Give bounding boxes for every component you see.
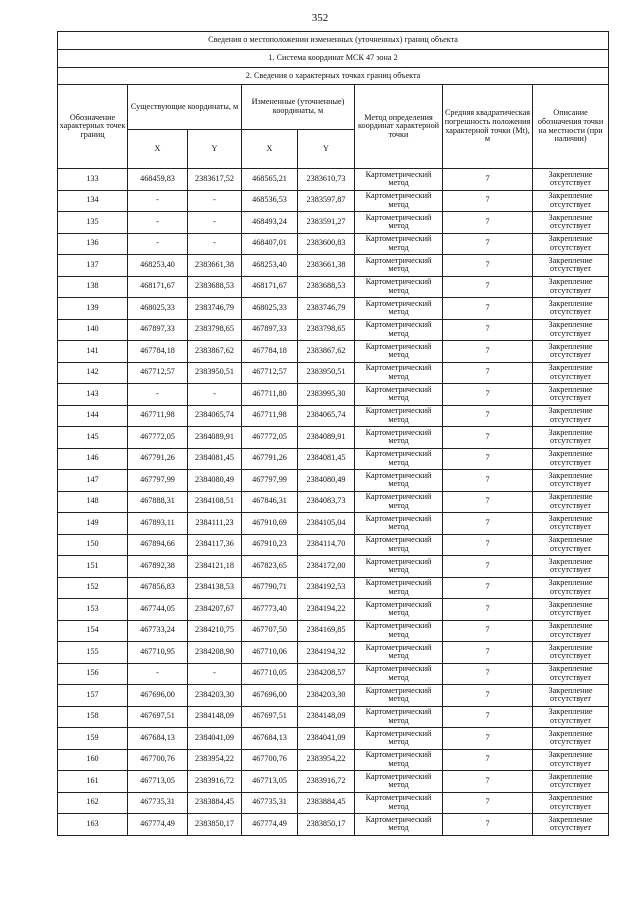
- description-cell: Закрепление отсутствует: [533, 663, 609, 685]
- method-cell: Картометрический метод: [355, 534, 443, 556]
- changed-x-cell: 467910,23: [242, 534, 298, 556]
- changed-x-cell: 467823,65: [242, 556, 298, 578]
- changed-y-cell: 2384192,53: [298, 577, 355, 599]
- error-cell: 7: [443, 620, 533, 642]
- description-cell: Закрепление отсутствует: [533, 255, 609, 277]
- point-number-cell: 145: [58, 427, 128, 449]
- description-cell: Закрепление отсутствует: [533, 556, 609, 578]
- existing-y-cell: -: [188, 384, 242, 406]
- point-number-cell: 157: [58, 685, 128, 707]
- changed-x-cell: 467707,50: [242, 620, 298, 642]
- existing-y-cell: 2383954,22: [188, 749, 242, 771]
- existing-y-cell: 2383867,62: [188, 341, 242, 363]
- table-row: [58, 814, 609, 836]
- existing-x-cell: 467893,11: [128, 513, 188, 535]
- error-cell: 7: [443, 298, 533, 320]
- changed-x-cell: 467696,00: [242, 685, 298, 707]
- existing-y-cell: 2383950,51: [188, 362, 242, 384]
- method-cell: Картометрический метод: [355, 298, 443, 320]
- error-cell: 7: [443, 513, 533, 535]
- error-cell: 7: [443, 534, 533, 556]
- method-cell: Картометрический метод: [355, 685, 443, 707]
- changed-x-cell: 468253,40: [242, 255, 298, 277]
- description-cell: Закрепление отсутствует: [533, 427, 609, 449]
- changed-x-cell: 467797,99: [242, 470, 298, 492]
- existing-x-cell: 467700,76: [128, 749, 188, 771]
- changed-y-cell: 2383597,87: [298, 190, 355, 212]
- description-cell: Закрепление отсутствует: [533, 706, 609, 728]
- changed-y-cell: 2384194,22: [298, 599, 355, 621]
- table-row: [58, 534, 609, 556]
- existing-x-cell: 467684,13: [128, 728, 188, 750]
- point-number-cell: 152: [58, 577, 128, 599]
- existing-x-cell: -: [128, 233, 188, 255]
- changed-x-cell: 467711,80: [242, 384, 298, 406]
- header-changed: Измененные (уточненные) координаты, м: [242, 85, 355, 130]
- changed-y-cell: 2383995,30: [298, 384, 355, 406]
- description-cell: Закрепление отсутствует: [533, 620, 609, 642]
- changed-x-cell: 467897,33: [242, 319, 298, 341]
- changed-y-cell: 2384114,70: [298, 534, 355, 556]
- existing-y-cell: 2383688,53: [188, 276, 242, 298]
- point-number-cell: 151: [58, 556, 128, 578]
- point-number-cell: 133: [58, 169, 128, 191]
- changed-y-cell: 2384089,91: [298, 427, 355, 449]
- existing-x-cell: 467733,24: [128, 620, 188, 642]
- changed-x-cell: 467846,31: [242, 491, 298, 513]
- point-number-cell: 154: [58, 620, 128, 642]
- changed-x-cell: 468025,33: [242, 298, 298, 320]
- existing-y-cell: -: [188, 233, 242, 255]
- header-designation: Обозначение характерных точек границ: [58, 85, 128, 169]
- existing-x-cell: 467894,66: [128, 534, 188, 556]
- changed-y-cell: 2383954,22: [298, 749, 355, 771]
- method-cell: Картометрический метод: [355, 706, 443, 728]
- changed-x-cell: 467710,06: [242, 642, 298, 664]
- point-number-cell: 141: [58, 341, 128, 363]
- existing-x-cell: 467772,05: [128, 427, 188, 449]
- error-cell: 7: [443, 663, 533, 685]
- description-cell: Закрепление отсутствует: [533, 448, 609, 470]
- existing-x-cell: 467897,33: [128, 319, 188, 341]
- description-cell: Закрепление отсутствует: [533, 513, 609, 535]
- description-cell: Закрепление отсутствует: [533, 534, 609, 556]
- error-cell: 7: [443, 771, 533, 793]
- description-cell: Закрепление отсутствует: [533, 405, 609, 427]
- error-cell: 7: [443, 814, 533, 836]
- coordinate-system: 1. Система координат МСК 47 зона 2: [58, 50, 609, 68]
- description-cell: Закрепление отсутствует: [533, 384, 609, 406]
- existing-y-cell: -: [188, 212, 242, 234]
- method-cell: Картометрический метод: [355, 405, 443, 427]
- existing-x-cell: 468171,67: [128, 276, 188, 298]
- point-number-cell: 147: [58, 470, 128, 492]
- table-row: [58, 405, 609, 427]
- changed-y-cell: 2383600,83: [298, 233, 355, 255]
- error-cell: 7: [443, 599, 533, 621]
- description-cell: Закрепление отсутствует: [533, 792, 609, 814]
- method-cell: Картометрический метод: [355, 384, 443, 406]
- method-cell: Картометрический метод: [355, 362, 443, 384]
- method-cell: Картометрический метод: [355, 792, 443, 814]
- existing-y-cell: 2383884,45: [188, 792, 242, 814]
- method-cell: Картометрический метод: [355, 599, 443, 621]
- point-number-cell: 139: [58, 298, 128, 320]
- error-cell: 7: [443, 728, 533, 750]
- table-row: [58, 577, 609, 599]
- existing-y-cell: 2384203,30: [188, 685, 242, 707]
- description-cell: Закрепление отсутствует: [533, 470, 609, 492]
- table-row: [58, 749, 609, 771]
- description-cell: Закрепление отсутствует: [533, 190, 609, 212]
- changed-y-cell: 2384148,09: [298, 706, 355, 728]
- existing-x-cell: 468459,83: [128, 169, 188, 191]
- point-number-cell: 136: [58, 233, 128, 255]
- method-cell: Картометрический метод: [355, 728, 443, 750]
- method-cell: Картометрический метод: [355, 341, 443, 363]
- description-cell: Закрепление отсутствует: [533, 276, 609, 298]
- table-row: [58, 341, 609, 363]
- existing-x-cell: 467713,05: [128, 771, 188, 793]
- changed-y-cell: 2384203,30: [298, 685, 355, 707]
- existing-x-cell: 467888,31: [128, 491, 188, 513]
- changed-x-cell: 467784,18: [242, 341, 298, 363]
- existing-y-cell: 2384117,36: [188, 534, 242, 556]
- method-cell: Картометрический метод: [355, 642, 443, 664]
- error-cell: 7: [443, 405, 533, 427]
- existing-x-cell: 467744,05: [128, 599, 188, 621]
- table-row: [58, 663, 609, 685]
- changed-x-cell: 467910,69: [242, 513, 298, 535]
- point-number-cell: 146: [58, 448, 128, 470]
- error-cell: 7: [443, 276, 533, 298]
- error-cell: 7: [443, 169, 533, 191]
- existing-x-cell: 467735,31: [128, 792, 188, 814]
- method-cell: Картометрический метод: [355, 233, 443, 255]
- changed-y-cell: 2384065,74: [298, 405, 355, 427]
- existing-x-cell: -: [128, 663, 188, 685]
- table-row: [58, 384, 609, 406]
- description-cell: Закрепление отсутствует: [533, 298, 609, 320]
- description-cell: Закрепление отсутствует: [533, 319, 609, 341]
- existing-y-cell: 2384041,09: [188, 728, 242, 750]
- point-number-cell: 155: [58, 642, 128, 664]
- existing-y-cell: 2383661,38: [188, 255, 242, 277]
- point-number-cell: 149: [58, 513, 128, 535]
- table-row: [58, 276, 609, 298]
- point-number-cell: 140: [58, 319, 128, 341]
- error-cell: 7: [443, 642, 533, 664]
- changed-y-cell: 2383798,65: [298, 319, 355, 341]
- changed-y-cell: 2384041,09: [298, 728, 355, 750]
- method-cell: Картометрический метод: [355, 448, 443, 470]
- table-row: [58, 728, 609, 750]
- table-row: [58, 169, 609, 191]
- method-cell: Картометрический метод: [355, 749, 443, 771]
- existing-x-cell: 467710,95: [128, 642, 188, 664]
- changed-x-cell: 468536,53: [242, 190, 298, 212]
- existing-y-cell: 2384121,18: [188, 556, 242, 578]
- table-row: [58, 620, 609, 642]
- existing-y-cell: 2384138,53: [188, 577, 242, 599]
- error-cell: 7: [443, 706, 533, 728]
- method-cell: Картометрический метод: [355, 319, 443, 341]
- changed-x-cell: 467735,31: [242, 792, 298, 814]
- changed-x-cell: 468171,67: [242, 276, 298, 298]
- changed-x-cell: 467774,49: [242, 814, 298, 836]
- existing-x-cell: 467712,57: [128, 362, 188, 384]
- existing-y-cell: 2383746,79: [188, 298, 242, 320]
- table-row: [58, 448, 609, 470]
- point-number-cell: 156: [58, 663, 128, 685]
- changed-y-cell: 2383950,51: [298, 362, 355, 384]
- changed-x-cell: 468407,01: [242, 233, 298, 255]
- changed-x-cell: 467711,98: [242, 405, 298, 427]
- existing-y-cell: -: [188, 663, 242, 685]
- existing-x-cell: 467774,49: [128, 814, 188, 836]
- error-cell: 7: [443, 212, 533, 234]
- header-existing-x: X: [128, 130, 188, 169]
- existing-y-cell: 2384111,23: [188, 513, 242, 535]
- changed-x-cell: 467710,05: [242, 663, 298, 685]
- error-cell: 7: [443, 470, 533, 492]
- existing-y-cell: 2383617,52: [188, 169, 242, 191]
- header-changed-x: X: [242, 130, 298, 169]
- changed-y-cell: 2384080,49: [298, 470, 355, 492]
- error-cell: 7: [443, 556, 533, 578]
- point-number-cell: 150: [58, 534, 128, 556]
- point-number-cell: 158: [58, 706, 128, 728]
- existing-x-cell: 467696,00: [128, 685, 188, 707]
- changed-y-cell: 2383884,45: [298, 792, 355, 814]
- changed-x-cell: 467697,51: [242, 706, 298, 728]
- existing-y-cell: 2383850,17: [188, 814, 242, 836]
- method-cell: Картометрический метод: [355, 427, 443, 449]
- changed-x-cell: 467773,40: [242, 599, 298, 621]
- point-number-cell: 138: [58, 276, 128, 298]
- existing-y-cell: -: [188, 190, 242, 212]
- method-cell: Картометрический метод: [355, 771, 443, 793]
- point-number-cell: 137: [58, 255, 128, 277]
- existing-y-cell: 2384207,67: [188, 599, 242, 621]
- changed-x-cell: 467684,13: [242, 728, 298, 750]
- changed-x-cell: 467700,76: [242, 749, 298, 771]
- point-number-cell: 142: [58, 362, 128, 384]
- changed-y-cell: 2383661,38: [298, 255, 355, 277]
- existing-x-cell: -: [128, 384, 188, 406]
- point-number-cell: 135: [58, 212, 128, 234]
- table-row: [58, 642, 609, 664]
- point-number-cell: 153: [58, 599, 128, 621]
- changed-y-cell: 2383746,79: [298, 298, 355, 320]
- existing-x-cell: 467784,18: [128, 341, 188, 363]
- description-cell: Закрепление отсутствует: [533, 491, 609, 513]
- header-method: Метод определения координат характерной точки: [355, 85, 443, 169]
- changed-x-cell: 467712,57: [242, 362, 298, 384]
- method-cell: Картометрический метод: [355, 814, 443, 836]
- table-row: [58, 212, 609, 234]
- existing-y-cell: 2384148,09: [188, 706, 242, 728]
- error-cell: 7: [443, 749, 533, 771]
- existing-y-cell: 2384208,90: [188, 642, 242, 664]
- existing-x-cell: 467892,38: [128, 556, 188, 578]
- table-row: [58, 513, 609, 535]
- changed-y-cell: 2384208,57: [298, 663, 355, 685]
- error-cell: 7: [443, 491, 533, 513]
- method-cell: Картометрический метод: [355, 513, 443, 535]
- changed-x-cell: 468493,24: [242, 212, 298, 234]
- changed-x-cell: 468565,21: [242, 169, 298, 191]
- method-cell: Картометрический метод: [355, 276, 443, 298]
- changed-y-cell: 2384105,04: [298, 513, 355, 535]
- existing-x-cell: 467856,83: [128, 577, 188, 599]
- existing-y-cell: 2384080,49: [188, 470, 242, 492]
- description-cell: Закрепление отсутствует: [533, 728, 609, 750]
- error-cell: 7: [443, 362, 533, 384]
- table-title: Сведения о местоположении измененных (уточненных) границ объекта: [58, 32, 609, 50]
- table-row: [58, 556, 609, 578]
- existing-y-cell: 2384081,45: [188, 448, 242, 470]
- changed-x-cell: 467713,05: [242, 771, 298, 793]
- table-row: [58, 298, 609, 320]
- description-cell: Закрепление отсутствует: [533, 599, 609, 621]
- existing-y-cell: 2384108,51: [188, 491, 242, 513]
- point-number-cell: 143: [58, 384, 128, 406]
- method-cell: Картометрический метод: [355, 663, 443, 685]
- table-row: [58, 362, 609, 384]
- point-number-cell: 163: [58, 814, 128, 836]
- method-cell: Картометрический метод: [355, 212, 443, 234]
- changed-y-cell: 2384083,73: [298, 491, 355, 513]
- method-cell: Картометрический метод: [355, 620, 443, 642]
- method-cell: Картометрический метод: [355, 556, 443, 578]
- header-description: Описание обозначения точки на местности (при наличии): [533, 85, 609, 169]
- changed-y-cell: 2383610,73: [298, 169, 355, 191]
- table-row: [58, 190, 609, 212]
- description-cell: Закрепление отсутствует: [533, 212, 609, 234]
- existing-y-cell: 2384089,91: [188, 427, 242, 449]
- description-cell: Закрепление отсутствует: [533, 341, 609, 363]
- header-changed-y: Y: [298, 130, 355, 169]
- changed-x-cell: 467790,71: [242, 577, 298, 599]
- point-number-cell: 148: [58, 491, 128, 513]
- header-existing-y: Y: [188, 130, 242, 169]
- existing-y-cell: 2383798,65: [188, 319, 242, 341]
- description-cell: Закрепление отсутствует: [533, 771, 609, 793]
- point-number-cell: 162: [58, 792, 128, 814]
- method-cell: Картометрический метод: [355, 169, 443, 191]
- table-row: [58, 319, 609, 341]
- existing-y-cell: 2384065,74: [188, 405, 242, 427]
- error-cell: 7: [443, 685, 533, 707]
- point-number-cell: 161: [58, 771, 128, 793]
- section-title: 2. Сведения о характерных точках границ объекта: [58, 68, 609, 85]
- existing-y-cell: 2383916,72: [188, 771, 242, 793]
- table-row: [58, 792, 609, 814]
- changed-y-cell: 2383916,72: [298, 771, 355, 793]
- existing-x-cell: -: [128, 212, 188, 234]
- table-row: [58, 233, 609, 255]
- description-cell: Закрепление отсутствует: [533, 233, 609, 255]
- error-cell: 7: [443, 341, 533, 363]
- error-cell: 7: [443, 448, 533, 470]
- error-cell: 7: [443, 255, 533, 277]
- changed-y-cell: 2383850,17: [298, 814, 355, 836]
- changed-y-cell: 2384172,00: [298, 556, 355, 578]
- table-row: [58, 470, 609, 492]
- description-cell: Закрепление отсутствует: [533, 577, 609, 599]
- existing-x-cell: 468253,40: [128, 255, 188, 277]
- error-cell: 7: [443, 233, 533, 255]
- method-cell: Картометрический метод: [355, 491, 443, 513]
- table-row: [58, 427, 609, 449]
- changed-y-cell: 2383688,53: [298, 276, 355, 298]
- existing-x-cell: 467697,51: [128, 706, 188, 728]
- description-cell: Закрепление отсутствует: [533, 814, 609, 836]
- existing-x-cell: 467791,26: [128, 448, 188, 470]
- description-cell: Закрепление отсутствует: [533, 685, 609, 707]
- error-cell: 7: [443, 792, 533, 814]
- method-cell: Картометрический метод: [355, 577, 443, 599]
- point-number-cell: 160: [58, 749, 128, 771]
- point-number-cell: 134: [58, 190, 128, 212]
- header-error: Средняя квадратическая погрешность положения характерной точки (Mt), м: [443, 85, 533, 169]
- changed-x-cell: 467772,05: [242, 427, 298, 449]
- description-cell: Закрепление отсутствует: [533, 642, 609, 664]
- description-cell: Закрепление отсутствует: [533, 169, 609, 191]
- table-row: [58, 255, 609, 277]
- existing-y-cell: 2384210,75: [188, 620, 242, 642]
- header-existing: Существующие координаты, м: [128, 85, 242, 130]
- description-cell: Закрепление отсутствует: [533, 362, 609, 384]
- description-cell: Закрепление отсутствует: [533, 749, 609, 771]
- table-row: [58, 771, 609, 793]
- existing-x-cell: 467797,99: [128, 470, 188, 492]
- changed-y-cell: 2384169,85: [298, 620, 355, 642]
- table-row: [58, 491, 609, 513]
- existing-x-cell: 467711,98: [128, 405, 188, 427]
- error-cell: 7: [443, 190, 533, 212]
- existing-x-cell: -: [128, 190, 188, 212]
- changed-y-cell: 2383591,27: [298, 212, 355, 234]
- error-cell: 7: [443, 577, 533, 599]
- method-cell: Картометрический метод: [355, 470, 443, 492]
- changed-y-cell: 2384194,32: [298, 642, 355, 664]
- table-row: [58, 685, 609, 707]
- error-cell: 7: [443, 427, 533, 449]
- table-row: [58, 599, 609, 621]
- method-cell: Картометрический метод: [355, 190, 443, 212]
- page-number: 352: [311, 12, 329, 24]
- point-number-cell: 159: [58, 728, 128, 750]
- error-cell: 7: [443, 319, 533, 341]
- coordinates-table: [57, 31, 609, 836]
- changed-y-cell: 2383867,62: [298, 341, 355, 363]
- point-number-cell: 144: [58, 405, 128, 427]
- method-cell: Картометрический метод: [355, 255, 443, 277]
- error-cell: 7: [443, 384, 533, 406]
- existing-x-cell: 468025,33: [128, 298, 188, 320]
- table-row: [58, 706, 609, 728]
- changed-x-cell: 467791,26: [242, 448, 298, 470]
- changed-y-cell: 2384081,45: [298, 448, 355, 470]
